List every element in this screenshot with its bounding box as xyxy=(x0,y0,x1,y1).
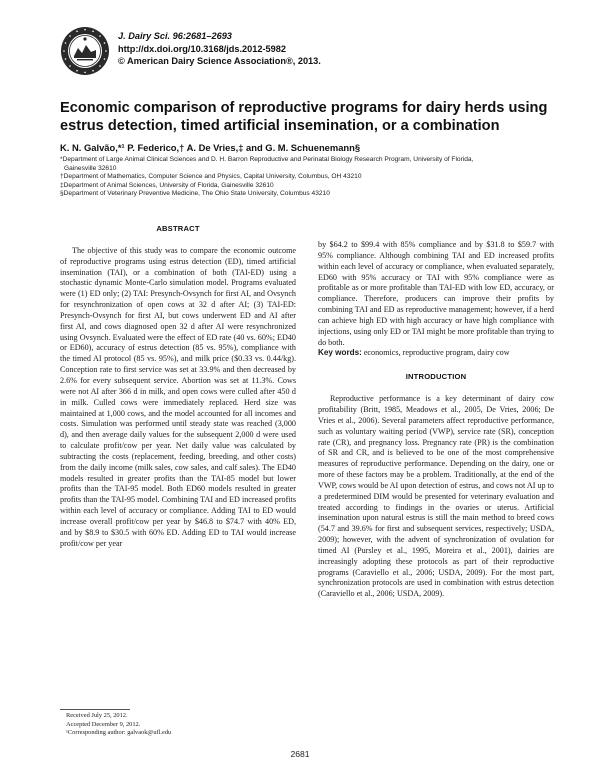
keywords-text: economics, reproductive program, dairy cow xyxy=(363,348,510,358)
footnotes xyxy=(66,712,171,738)
corresponding-author: ¹Corresponding author: galvaok@ufl.edu xyxy=(66,729,172,737)
keywords-label: Key words: xyxy=(318,348,362,358)
footnote-rule xyxy=(60,709,130,710)
keywords xyxy=(318,348,554,359)
received-date: Received July 25, 2012. xyxy=(66,712,128,719)
abstract-text: The objective of this study was to compare the economic outcome of reproductive programs using estrus detection (ED), timed artificial insemination (TAI), or a combination of both (TAI-ED) using a stochastic dynamic Monte-Carlo simulation model. Programs evaluated were (1) ED only; (2) TAI: Presynch-Ovsynch for first AI, and Ovsynch for resynchronization of open cows at 32 d after AI; (3) TAI-ED: Presynch-Ovsynch for first AI, but cows underwent ED and AI after first AI, and cows diagnosed open 32 d after AI were resynchronized using Ovsynch. Evaluated were the effect of ED rate (40 vs. 60%; ED40 or ED60), accuracy of estrus detection (85 vs. 95%), compliance with the timed AI protocol (85 vs. 95%), and milk price ($0.33 vs. 0.44/kg). Conception rate to first service was set at 33.9% and then decreased by 2.6% for every subsequent service. Abortion was set at 11.3%. Cows were not AI after 366 d in milk, and open cows were culled after 450 d in milk. Culled cows were immediately replaced. Herd size was maintained at 1,000 cows, and the model accounted for all incomes and costs. Simulation was performed until steady state was reached (3,000 d), and then average daily values for the subsequent 2,000 d were used to calculate profit/cow per year. Net daily value was calculated by subtracting the costs (replacement, feeding, breeding, and other costs) from the daily income (milk sales, cow sales, and calf sales). The ED40 models resulted in greater profits than the TAI-85 model but lower profits than the TAI-95 model. Both ED60 models resulted in greater profits than the TAI-95 model. Combining TAI and ED increased profits within each level of accuracy or compliance. Adding TAI to ED would increase overall profit/cow per year by $46.8 to $74.7 with 40% ED, and by $8.9 to $30.5 with 60% ED. Adding ED to TAI would increase profit/cow per year xyxy=(60,245,296,548)
affiliations xyxy=(60,156,560,199)
affiliation-line: Gainesville 32610 xyxy=(64,164,117,172)
author-list: K. N. Galvão,*¹ P. Federico,† A. De Vries,‡ and G. M. Schuenemann§ xyxy=(60,142,361,153)
introduction-text: Reproductive performance is a key determinant of dairy cow profitability (Britt, 1985, Meadows et al., 2005, De Vries, 2006; De Vries et al., 2006). Several parameters affect reproductive performance, such as voluntary waiting period (VWP), service rate (SR), conception rate (CR), and pregnancy loss. Pregnancy rate (PR) is the combination of SR and CR, and is believed to be one of the most comprehensive measures of reproductive performance. Depending on the dairy, one or more of these factors may be a problem. Traditionally, at the end of the VWP, cows would be AI upon detection of estrus, and cows not AI up to a predetermined DIM would be presented for veterinary evaluation and treated according to findings in the ovaries or uterus. Artificial insemination upon natural estrus is still the main method to breed cows (54.7 and 39.6% for first and subsequent services, respectively; USDA, 2009); however, with the advent of synchronization of ovulation for timed AI (Pursley et al., 1995, Moreira et al., 2001), dairies are increasingly adopting these protocols as part of their reproductive programs (Caraviello et al., 2006; USDA, 2009). For the most part, synchronization protocols are used in combination with estrus detection (Caraviello et al., 2006; USDA, 2009). xyxy=(318,394,554,599)
affiliation-line: ‡Department of Animal Sciences, University of Florida, Gainesville 32610 xyxy=(60,181,274,189)
accepted-date: Accepted December 9, 2012. xyxy=(66,720,141,728)
article-title: Economic comparison of reproductive programs for dairy herds using estrus detection, timed artificial insemination, or a combination xyxy=(60,100,548,134)
affiliation-line: †Department of Mathematics, Computer Science and Physics, Capital University, Columbus, OH 43210 xyxy=(60,173,362,180)
introduction-heading: INTRODUCTION xyxy=(405,372,467,382)
adsa-seal-logo xyxy=(60,26,110,76)
abstract-heading: ABSTRACT xyxy=(156,224,200,233)
journal-citation: J. Dairy Sci. 96:2681–2693 xyxy=(118,31,232,41)
copyright-line: © American Dairy Science Association®, 2013. xyxy=(118,56,321,67)
doi-link[interactable]: http://dx.doi.org/10.3168/jds.2012-5982 xyxy=(118,43,286,54)
affiliation-line: §Department of Veterinary Preventive Medicine, The Ohio State University, Columbus 43210 xyxy=(60,190,330,197)
journal-info xyxy=(118,30,321,68)
left-column xyxy=(60,224,296,549)
affiliation-line: *Department of Large Animal Clinical Sciences and D. H. Barron Reproductive and Perinatal Biology Research Program, University of Florida, xyxy=(60,156,474,163)
abstract-text-continued: by $64.2 to $99.4 with 85% compliance and by $31.8 to $59.7 with 95% compliance. Although combining TAI and ED increased profits within each level of accuracy or compliance, when evaluated separately, ED60 with 95% accuracy or TAI with 95% compliance were as profitable as or more profitable than TAI-ED with low ED, accuracy, or compliance. Therefore, producers can improve their profits by combining TAI and ED as reproductive management; however, if a herd can achieve high ED with high accuracy or have high compliance with injections, using only ED or TAI might be more profitable than trying to do both. xyxy=(318,240,554,347)
page-number: 2681 xyxy=(290,749,310,759)
right-column xyxy=(318,240,554,600)
